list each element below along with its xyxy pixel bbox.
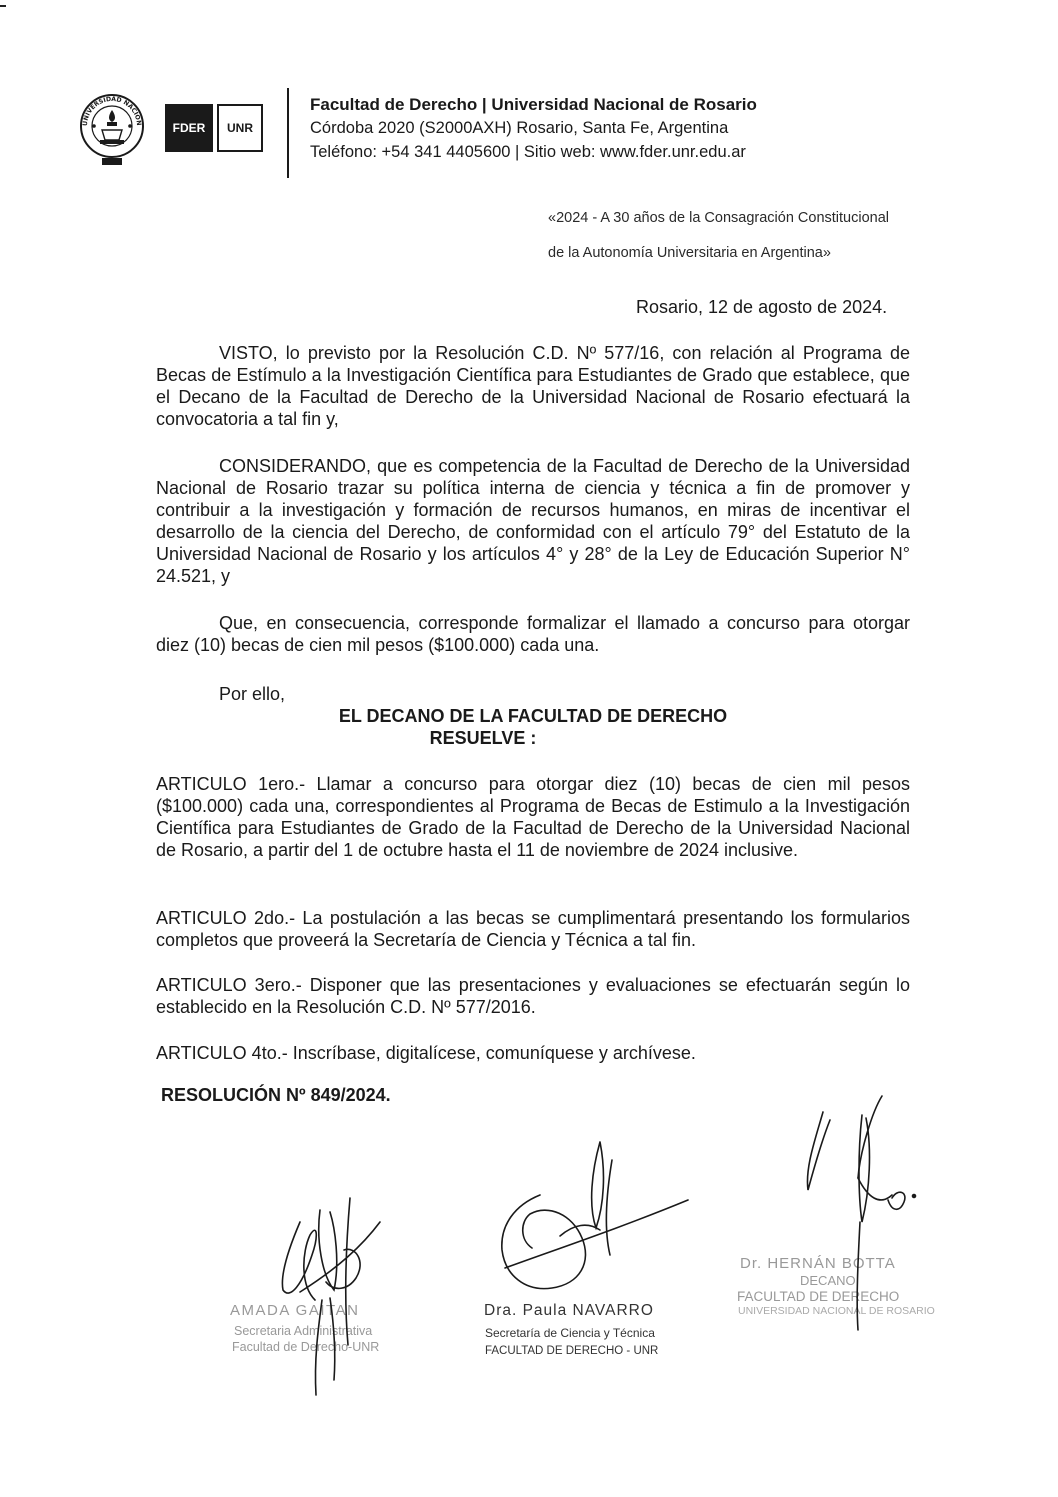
resuelve-heading: RESUELVE : bbox=[429, 728, 537, 748]
unr-logo: UNR bbox=[217, 104, 263, 152]
considerando-paragraph: CONSIDERANDO, que es competencia de la Facultad de Derecho de la Universidad Nacional de Rosario trazar su política interna de ciencia y técnica a fin de promover y contribuir a la investigación y formación de recursos humanos, en miras de incentivar el desarrollo de la ciencia del Derecho, de conformidad con el artículo 79° del Estatuto de la Universidad Nacional de Rosario y los artículos 4° y 28° de la Ley de Educación Superior N° 24.521, y bbox=[156, 456, 910, 586]
articulo-2: ARTICULO 2do.- La postulación a las becas se cumplimentará presentando los formularios completos que proveerá la Secretaría de Ciencia y Técnica a tal fin. bbox=[156, 908, 910, 950]
signature-center-title: Secretaría de Ciencia y Técnica bbox=[485, 1326, 655, 1340]
signature-right-name: Dr. HERNÁN BOTTA bbox=[740, 1255, 896, 1272]
que-paragraph: Que, en consecuencia, corresponde formalizar el llamado a concurso para otorgar diez (10) becas de cien mil pesos ($100.000) cada una. bbox=[156, 613, 910, 655]
fder-logo: FDER bbox=[165, 104, 213, 152]
header-institution: Facultad de Derecho | Universidad Nacional de Rosario bbox=[310, 95, 757, 114]
motto-line-2: de la Autonomía Universitaria en Argentina» bbox=[548, 245, 831, 261]
signature-left-name: AMADA GAITAN bbox=[230, 1302, 360, 1319]
articulo-1: ARTICULO 1ero.- Llamar a concurso para otorgar diez (10) becas de cien mil pesos ($100.000) cada una, correspondientes al Programa de Becas de Estimulo a la Investigación Científica para Estudiantes de Grado de la Facultad de Derecho de la Universidad Nacional de Rosario, a partir del 1 de octubre hasta el 11 de noviembre de 2024 inclusive. bbox=[156, 774, 910, 860]
resolution-number: RESOLUCIÓN Nº 849/2024. bbox=[161, 1085, 391, 1105]
visto-paragraph: VISTO, lo previsto por la Resolución C.D. Nº 577/16, con relación al Programa de Becas de Estímulo a la Investigación Científica para Estudiantes de Grado que establece, que el Decano de la Facultad de Derecho de la Universidad Nacional de Rosario efectuará la convocatoria a tal fin y, bbox=[156, 343, 910, 429]
signature-right-university: UNIVERSIDAD NACIONAL DE ROSARIO bbox=[738, 1305, 935, 1317]
scan-corner-mark bbox=[0, 5, 6, 7]
signature-left-institution: Facultad de Derecho-UNR bbox=[232, 1340, 380, 1354]
signature-left-title: Secretaria Administrativa bbox=[234, 1324, 373, 1338]
university-seal-icon bbox=[78, 90, 146, 166]
signature-right-title: DECANO bbox=[800, 1273, 856, 1288]
signature-center-institution: FACULTAD DE DERECHO - UNR bbox=[485, 1345, 659, 1357]
signature-center-icon bbox=[502, 1142, 688, 1289]
articulo-3: ARTICULO 3ero.- Disponer que las presentaciones y evaluaciones se efectuarán según lo establecido en la Resolución C.D. Nº 577/2016. bbox=[156, 975, 910, 1017]
signature-left-icon bbox=[282, 1198, 380, 1395]
header-contact: Teléfono: +54 341 4405600 | Sitio web: www.fder.unr.edu.ar bbox=[310, 143, 746, 161]
document-date: Rosario, 12 de agosto de 2024. bbox=[636, 297, 888, 317]
signature-right-faculty: FACULTAD DE DERECHO bbox=[737, 1289, 900, 1304]
decano-title: EL DECANO DE LA FACULTAD DE DERECHO bbox=[338, 706, 728, 726]
articulo-4: ARTICULO 4to.- Inscríbase, digitalícese, comuníquese y archívese. bbox=[156, 1043, 696, 1063]
header-address: Córdoba 2020 (S2000AXH) Rosario, Santa Fe, Argentina bbox=[310, 119, 729, 137]
signature-center-name: Dra. Paula NAVARRO bbox=[484, 1302, 654, 1319]
motto-line-1: «2024 - A 30 años de la Consagración Constitucional bbox=[548, 210, 889, 226]
header-divider bbox=[287, 88, 289, 178]
por-ello: Por ello, bbox=[219, 684, 286, 704]
svg-text:UNIVERSIDAD NACIONAL DE ROSARI: UNIVERSIDAD NACION bbox=[81, 95, 143, 127]
